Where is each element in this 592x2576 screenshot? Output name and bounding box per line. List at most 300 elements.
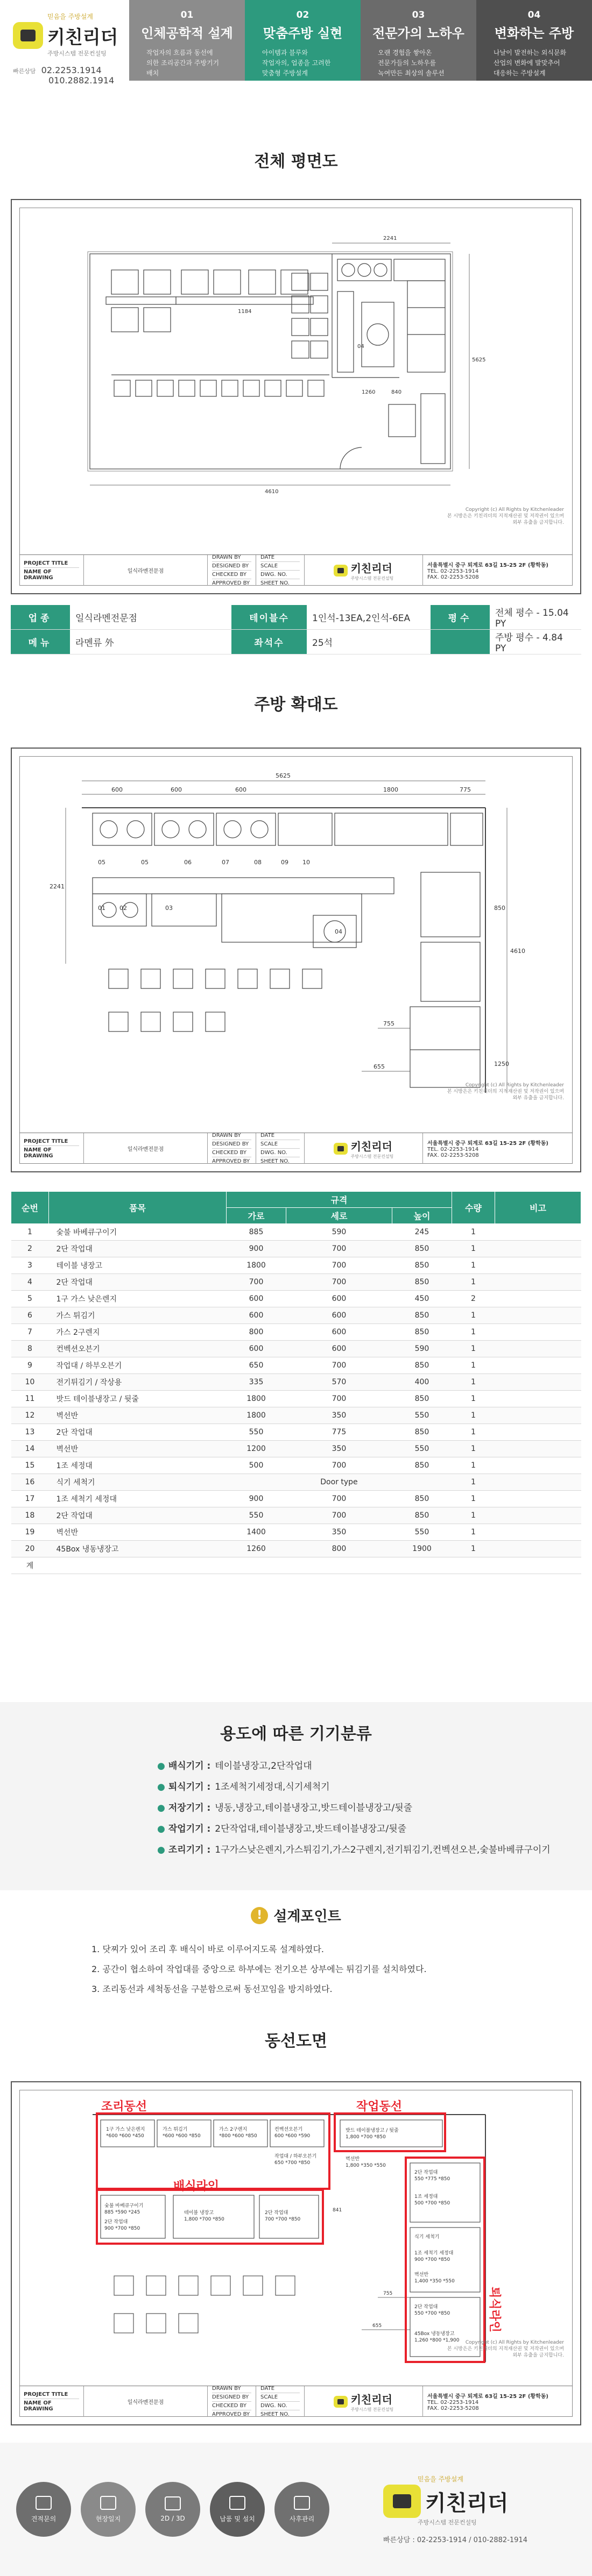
table-row (11, 1274, 581, 1291)
cell-q (452, 1557, 495, 1574)
cell-q: 1 (452, 1274, 495, 1291)
cell-w: 800 (227, 1324, 286, 1341)
svg-text:600: 600 (171, 786, 182, 793)
usage-classification (0, 1702, 592, 1890)
cell-w: 900 (227, 1241, 286, 1257)
table-row (11, 1241, 581, 1257)
info-value: 25석 (307, 630, 431, 654)
cell-d: 800 (286, 1541, 392, 1557)
cell-q: 2 (452, 1291, 495, 1307)
tile-title: 인체공학적 설계 (141, 26, 233, 41)
svg-text:1,800 *350 *550: 1,800 *350 *550 (346, 2163, 386, 2168)
cell-q: 1 (452, 1224, 495, 1241)
list-item: ● 작업기기 : 2단작업대,테이블냉장고,밧드테이블냉장고/뒷줄 (157, 1824, 407, 1834)
footer-site-log-button[interactable]: 현장일지 (81, 2482, 136, 2537)
bullet-icon: ● (157, 1782, 165, 1792)
cell-no: 계 (11, 1557, 49, 1574)
contact-phone-1[interactable]: 02.2253.1914 (41, 65, 102, 75)
svg-text:05: 05 (141, 859, 149, 866)
cell-w: 885 (227, 1224, 286, 1241)
table-row (11, 1541, 581, 1557)
col-width: 가로 (227, 1208, 286, 1224)
cell-w: 700 (227, 1274, 286, 1291)
tile-number: 03 (412, 10, 425, 20)
flow-work-label: 작업동선 (356, 2100, 403, 2114)
cell-w: 500 (227, 1457, 286, 1474)
cell-d: 350 (286, 1524, 392, 1541)
table-row (11, 1457, 581, 1474)
design-points (0, 1896, 592, 1998)
cell-h: 850 (392, 1491, 452, 1507)
tile-number: 01 (180, 10, 194, 20)
info-key: 좌석수 (231, 630, 307, 654)
cell-q: 1 (452, 1257, 495, 1274)
table-row (11, 1357, 581, 1374)
cell-h: 850 (392, 1307, 452, 1324)
table-row (11, 1257, 581, 1274)
cell-h: 590 (392, 1341, 452, 1357)
svg-text:1,800 *700 *850: 1,800 *700 *850 (346, 2134, 386, 2140)
cell-d (286, 1557, 392, 1574)
svg-text:885 *590 *245: 885 *590 *245 (104, 2210, 140, 2215)
cell-item: 벽선반 (49, 1441, 227, 1457)
svg-text:07: 07 (222, 859, 229, 866)
cell-q: 1 (452, 1324, 495, 1341)
cell-h: 1900 (392, 1541, 452, 1557)
truck-icon (229, 2496, 245, 2510)
cell-no: 2 (11, 1241, 49, 1257)
cell-d: 700 (286, 1274, 392, 1291)
svg-text:850: 850 (494, 905, 505, 912)
cell-w: 600 (227, 1341, 286, 1357)
cell-q: 1 (452, 1524, 495, 1541)
table-row (11, 1424, 581, 1441)
tile-desc: 작업자의 흐름과 동선에 의한 조리공간과 주방기기 배치 (146, 49, 220, 77)
svg-text:03: 03 (165, 905, 173, 912)
svg-text:밧드 테이블냉장고 / 뒷줄: 밧드 테이블냉장고 / 뒷줄 (346, 2128, 399, 2133)
spec-body (11, 1224, 581, 1574)
cell-note (495, 1424, 581, 1441)
svg-text:655: 655 (373, 1063, 385, 1070)
table-row (11, 1307, 581, 1324)
brand-sub: 주방시스템 전문컨설팅 (47, 50, 107, 57)
kitchen-plan-sheet (11, 748, 581, 1172)
cell-note (495, 1374, 581, 1391)
tile-title: 변화하는 주방 (494, 26, 574, 41)
cell-w: 1800 (227, 1391, 286, 1407)
footer-aftercare-button[interactable]: 사후관리 (274, 2482, 329, 2537)
svg-text:775: 775 (460, 786, 471, 793)
cell-no: 3 (11, 1257, 49, 1274)
svg-text:550 *775 *850: 550 *775 *850 (414, 2176, 450, 2182)
col-qty: 수량 (452, 1192, 495, 1224)
table-row (11, 1224, 581, 1241)
cell-h (392, 1557, 452, 1574)
info-key: 메뉴 (11, 630, 70, 654)
cell-no: 18 (11, 1507, 49, 1524)
cell-h: 550 (392, 1407, 452, 1424)
svg-text:01: 01 (98, 905, 105, 912)
cell-w: 650 (227, 1357, 286, 1374)
cell-w: 600 (227, 1291, 286, 1307)
cell-q: 1 (452, 1374, 495, 1391)
table-row (11, 1324, 581, 1341)
cell-item: 테이블 냉장고 (49, 1257, 227, 1274)
cell-h: 850 (392, 1357, 452, 1374)
cell-no: 19 (11, 1524, 49, 1541)
svg-text:900 *700 *850: 900 *700 *850 (414, 2257, 450, 2262)
brand-tagline: 믿음을 주방설계 (47, 13, 93, 20)
list-item: ● 저장기기 : 냉동,냉장고,테이블냉장고,밧드테이블냉장고/뒷줄 (157, 1803, 413, 1813)
cell-h: 550 (392, 1524, 452, 1541)
cell-w: 1200 (227, 1441, 286, 1457)
info-key: 업종 (11, 605, 70, 630)
cell-q: 1 (452, 1491, 495, 1507)
cell-q: 1 (452, 1507, 495, 1524)
contact (13, 65, 129, 86)
cell-no: 20 (11, 1541, 49, 1557)
cell-item (49, 1557, 227, 1574)
cell-note (495, 1224, 581, 1241)
cell-q: 1 (452, 1474, 495, 1491)
svg-text:500 *700 *850: 500 *700 *850 (414, 2201, 450, 2206)
tile-desc: 아이템과 블루와 작업자의, 업종을 고려한 맞춤형 주방설계 (262, 49, 331, 77)
cell-item: 2단 작업대 (49, 1507, 227, 1524)
svg-text:2단 작업대: 2단 작업대 (414, 2170, 438, 2175)
list-item: 3. 조리동선과 세척동선을 구분함으로써 동선꼬임을 방지하였다. (91, 1984, 333, 1994)
cell-w: 900 (227, 1491, 286, 1507)
cube-icon (165, 2496, 181, 2510)
svg-text:1800: 1800 (383, 786, 398, 793)
building-icon (100, 2496, 116, 2510)
cell-w: 1260 (227, 1541, 286, 1557)
col-depth: 세로 (286, 1208, 392, 1224)
cell-note (495, 1541, 581, 1557)
svg-text:가스 튀김기: 가스 튀김기 (163, 2127, 188, 2132)
cell-d: 600 (286, 1324, 392, 1341)
svg-text:02: 02 (119, 905, 127, 912)
equip-no: 04 (357, 344, 364, 350)
cell-h: 850 (392, 1507, 452, 1524)
brand-block (0, 0, 129, 86)
cell-d: 600 (286, 1341, 392, 1357)
cell-item: 1조 세정대 (49, 1457, 227, 1474)
info-value: 1인석-13EA,2인석-6EA (307, 605, 431, 630)
cell-note (495, 1307, 581, 1324)
svg-text:1250: 1250 (494, 1061, 509, 1068)
cell-w: 600 (227, 1307, 286, 1324)
info-value: 라멘류 外 (70, 630, 231, 654)
svg-text:04: 04 (335, 928, 342, 935)
cell-d: 700 (286, 1391, 392, 1407)
cell-d: 600 (286, 1291, 392, 1307)
tile-custom (245, 0, 361, 81)
svg-text:1구 가스 낮은렌지: 1구 가스 낮은렌지 (106, 2127, 145, 2132)
svg-text:식기 세척기: 식기 세척기 (414, 2235, 440, 2240)
cell-no: 8 (11, 1341, 49, 1357)
cell-note (495, 1241, 581, 1257)
svg-text:09: 09 (281, 859, 288, 866)
brand-name: 키친리더 (47, 26, 118, 48)
exclamation-icon: ! (251, 1907, 268, 1924)
cell-d: 700 (286, 1507, 392, 1524)
kitchen-plan-drawing (12, 749, 580, 1173)
cell-item: 가스 튀김기 (49, 1307, 227, 1324)
dim-label: 1184 (238, 309, 252, 315)
cell-d: 700 (286, 1491, 392, 1507)
flow-return-label: 퇴식라인 (488, 2287, 501, 2333)
footer-brand: 믿음을 주방설계 키친리더 주방시스템 전문컨설팅 빠른상담 : 02-2253-1914 / 010-2882-1914 (383, 2475, 527, 2544)
tile-change (476, 0, 592, 81)
svg-text:가스 2구렌지: 가스 2구렌지 (219, 2127, 248, 2132)
svg-text:*600 *600 *850: *600 *600 *850 (163, 2133, 201, 2139)
flow-cook-label: 조리동선 (101, 2100, 147, 2114)
cell-q: 1 (452, 1357, 495, 1374)
cell-d: Door type (286, 1474, 392, 1491)
svg-text:테이블 냉장고: 테이블 냉장고 (184, 2210, 214, 2216)
full-plan-sheet (11, 199, 581, 594)
list-item: ● 배식기기 : 테이블냉장고,2단작업대 (157, 1761, 312, 1771)
footer-contact[interactable]: 빠른상담 : 02-2253-1914 / 010-2882-1914 (383, 2536, 527, 2544)
svg-text:1조 세정대: 1조 세정대 (414, 2194, 438, 2200)
bullet-icon: ● (157, 1761, 165, 1771)
flow-plan-drawing (12, 2082, 580, 2426)
cell-item: 벽선반 (49, 1524, 227, 1541)
svg-text:600 *600 *590: 600 *600 *590 (274, 2133, 311, 2139)
table-row (11, 1291, 581, 1307)
tile-title: 맞춤주방 실현 (263, 26, 343, 41)
cell-no: 5 (11, 1291, 49, 1307)
flow-plan-sheet (11, 2081, 581, 2425)
table-row (11, 1507, 581, 1524)
cell-d: 350 (286, 1407, 392, 1424)
cell-q: 1 (452, 1424, 495, 1441)
project-title: 일식라멘전문점 (127, 568, 164, 574)
brand-logo-icon (334, 565, 348, 577)
cell-h: 850 (392, 1241, 452, 1257)
svg-text:755: 755 (383, 1020, 394, 1027)
cell-q: 1 (452, 1341, 495, 1357)
info-value: 전체 평수 - 15.04 PY (490, 605, 581, 630)
cell-item: 숯불 바베큐구이기 (49, 1224, 227, 1241)
copyright-note: Copyright (c) All Rights by Kitchenleader 본 시방은은 키친리더의 지적재산권 및 저작권이 있으며 외부 유출을 금지합니다. (447, 1083, 564, 1101)
dim-label: 5625 (276, 772, 291, 779)
table-row (11, 1374, 581, 1391)
cell-d: 700 (286, 1457, 392, 1474)
bullet-icon: ● (157, 1845, 165, 1855)
table-row (11, 1407, 581, 1424)
svg-text:755: 755 (383, 2291, 393, 2296)
svg-text:1,260 *800 *1,900: 1,260 *800 *1,900 (414, 2338, 460, 2343)
table-row (11, 1474, 581, 1491)
title-block: PROJECT TITLE NAME OF DRAWING 일식라멘전문점 DRAWN BY DESIGNED BY CHECKED BY APPROVED BY DATE SCALE DWG. NO. SHEET NO. 키친리더 주방시스템 전문컨설팅 서울특별시 중구 퇴계로 63길 15-25 2F (황학동) TEL. 02-2253-1914 FAX. 02-2253-5208 (19, 1133, 573, 1164)
cell-note (495, 1507, 581, 1524)
cell-h (392, 1474, 452, 1491)
cell-w: 1800 (227, 1407, 286, 1424)
cell-no: 11 (11, 1391, 49, 1407)
cell-h: 550 (392, 1441, 452, 1457)
points-list (91, 1939, 501, 1999)
cell-d: 775 (286, 1424, 392, 1441)
cell-no: 1 (11, 1224, 49, 1241)
wrench-icon (294, 2496, 310, 2510)
svg-text:650 *700 *850: 650 *700 *850 (274, 2160, 311, 2166)
cell-no: 4 (11, 1274, 49, 1291)
cell-d: 350 (286, 1441, 392, 1457)
cell-d: 590 (286, 1224, 392, 1241)
tile-ergonomic (129, 0, 245, 81)
info-value: 일식라멘전문점 (70, 605, 231, 630)
cell-note (495, 1441, 581, 1457)
brand-logo-icon (334, 2396, 348, 2408)
copyright-note: Copyright (c) All Rights by Kitchenleader 본 시방은은 키친리더의 지적재산권 및 저작권이 있으며 외부 유출을 금지합니다. (447, 507, 564, 526)
cell-note (495, 1457, 581, 1474)
document-icon (36, 2496, 52, 2510)
footer-delivery-button[interactable]: 납품 및 설치 (210, 2482, 265, 2537)
cell-item: 1구 가스 낮은렌지 (49, 1291, 227, 1307)
contact-label: 빠른상담 (13, 68, 36, 75)
col-height: 높이 (392, 1208, 452, 1224)
svg-text:숯불 바베큐구이기: 숯불 바베큐구이기 (104, 2203, 144, 2209)
bullet-icon: ● (157, 1824, 165, 1834)
brand-row[interactable] (13, 22, 129, 49)
cell-item: 컨벡션오븐기 (49, 1341, 227, 1357)
svg-text:4610: 4610 (510, 948, 525, 955)
cell-no: 17 (11, 1491, 49, 1507)
dim-label: 2241 (383, 236, 397, 241)
svg-text:655: 655 (372, 2323, 382, 2329)
cell-no: 6 (11, 1307, 49, 1324)
svg-text:06: 06 (184, 859, 192, 866)
cell-q: 1 (452, 1407, 495, 1424)
cell-note (495, 1341, 581, 1357)
svg-text:작업대 / 하부오븐기: 작업대 / 하부오븐기 (274, 2154, 317, 2159)
cell-h: 245 (392, 1224, 452, 1241)
dim-label: 840 (391, 389, 402, 395)
footer-2d3d-button[interactable]: 2D / 3D (145, 2482, 200, 2537)
cell-note (495, 1524, 581, 1541)
cell-w: 1800 (227, 1257, 286, 1274)
cell-note (495, 1491, 581, 1507)
cell-w: 550 (227, 1424, 286, 1441)
col-note: 비고 (495, 1192, 581, 1224)
cell-item: 작업대 / 하부오븐기 (49, 1357, 227, 1374)
contact-phone-2[interactable]: 010.2882.1914 (48, 75, 115, 86)
cell-no: 7 (11, 1324, 49, 1341)
cell-item: 2단 작업대 (49, 1274, 227, 1291)
list-item: ● 조리기기 : 1구가스낮은렌지,가스튀김기,가스2구렌지,전기튀김기,컨벡션오븐,숯불바베큐구이기 (157, 1845, 551, 1855)
header (0, 0, 592, 86)
svg-text:700 *700 *850: 700 *700 *850 (265, 2217, 301, 2222)
info-key: 평수 (431, 605, 490, 630)
section-title-points: 설계포인트 (273, 1909, 341, 1925)
table-row (11, 1557, 581, 1574)
svg-text:05: 05 (98, 859, 105, 866)
footer (0, 2443, 592, 2576)
section-title-usage: 용도에 따른 기기분류 (220, 1725, 372, 1744)
cell-note (495, 1557, 581, 1574)
svg-text:1,800 *700 *850: 1,800 *700 *850 (184, 2217, 224, 2222)
cell-h: 850 (392, 1424, 452, 1441)
svg-text:08: 08 (254, 859, 262, 866)
cell-note (495, 1274, 581, 1291)
svg-text:1,400 *350 *550: 1,400 *350 *550 (414, 2279, 455, 2284)
cell-w: 550 (227, 1507, 286, 1524)
cell-w: 335 (227, 1374, 286, 1391)
cell-note (495, 1407, 581, 1424)
cell-note (495, 1257, 581, 1274)
info-key: 테이블수 (231, 605, 307, 630)
cell-no: 10 (11, 1374, 49, 1391)
svg-text:45Box 냉동냉장고: 45Box 냉동냉장고 (414, 2331, 455, 2337)
tile-number: 02 (296, 10, 309, 20)
footer-estimate-button[interactable]: 견적문의 (16, 2482, 71, 2537)
cell-item: 전기튀김기 / 작상용 (49, 1374, 227, 1391)
svg-text:2단 작업대: 2단 작업대 (265, 2210, 288, 2216)
svg-text:600: 600 (111, 786, 123, 793)
table-row (11, 1524, 581, 1541)
equipment-spec-table (11, 1191, 581, 1574)
brand-logo-icon (334, 1143, 348, 1155)
cell-item: 2단 작업대 (49, 1424, 227, 1441)
cell-note (495, 1291, 581, 1307)
col-no: 순번 (11, 1192, 49, 1224)
svg-text:*800 *600 *850: *800 *600 *850 (219, 2133, 257, 2139)
cell-h: 850 (392, 1274, 452, 1291)
cell-q: 1 (452, 1541, 495, 1557)
svg-text:10: 10 (302, 859, 310, 866)
cell-item: 식기 세척기 (49, 1474, 227, 1491)
store-info-table (11, 605, 581, 654)
cell-h: 450 (392, 1291, 452, 1307)
svg-text:900 *700 *850: 900 *700 *850 (104, 2226, 140, 2231)
info-value: 주방 평수 - 4.84 PY (490, 630, 581, 654)
dim-label: 1260 (362, 389, 376, 395)
svg-text:600: 600 (235, 786, 246, 793)
svg-text:1조 세척기 세정대: 1조 세척기 세정대 (414, 2251, 454, 2256)
cell-note (495, 1474, 581, 1491)
cell-no: 14 (11, 1441, 49, 1457)
list-item: 2. 공간이 협소하여 작업대를 중앙으로 하부에는 전기오븐 상부에는 튀김기를 설치하였다. (91, 1964, 427, 1974)
bullet-icon: ● (157, 1803, 165, 1813)
cell-no: 12 (11, 1407, 49, 1424)
cell-d: 700 (286, 1257, 392, 1274)
brand-logo-icon (13, 22, 43, 49)
cell-item: 2단 작업대 (49, 1241, 227, 1257)
cell-no: 15 (11, 1457, 49, 1474)
cell-w (227, 1557, 286, 1574)
cell-item: 밧드 테이블냉장고 / 뒷줄 (49, 1391, 227, 1407)
cell-h: 400 (392, 1374, 452, 1391)
dim-label: 4610 (265, 489, 279, 495)
cell-no: 9 (11, 1357, 49, 1374)
cell-item: 1조 세척기 세정대 (49, 1491, 227, 1507)
cell-q: 1 (452, 1307, 495, 1324)
tile-desc: 오랜 경험을 쌓아온 전문가들의 노하우를 녹여만든 최상의 솔루션 (378, 49, 445, 77)
full-plan-drawing (12, 200, 580, 595)
flow-serve-label: 배식라인 (173, 2180, 220, 2193)
cell-no: 16 (11, 1474, 49, 1491)
tile-desc: 나날이 발전하는 외식문화 산업의 변화에 발맞추어 대응하는 주방설계 (494, 49, 567, 77)
cell-d: 570 (286, 1374, 392, 1391)
section-title-kitchen-plan: 주방 확대도 (254, 695, 338, 714)
cell-note (495, 1357, 581, 1374)
title-block: PROJECT TITLE NAME OF DRAWING 일식라멘전문점 DRAWN BY DESIGNED BY CHECKED BY APPROVED BY DATE SCALE DWG. NO. SHEET NO. 키친리더 주방시스템 전문컨설팅 서울특별시 중구 퇴계로 63길 15-25 2F (황학동) TEL. 02-2253-1914 FAX. 02-2253-5208 (19, 554, 573, 586)
tile-number: 04 (527, 10, 541, 20)
brand-logo-icon (383, 2485, 421, 2518)
svg-text:550 *700 *850: 550 *700 *850 (414, 2311, 450, 2316)
cell-q: 1 (452, 1441, 495, 1457)
